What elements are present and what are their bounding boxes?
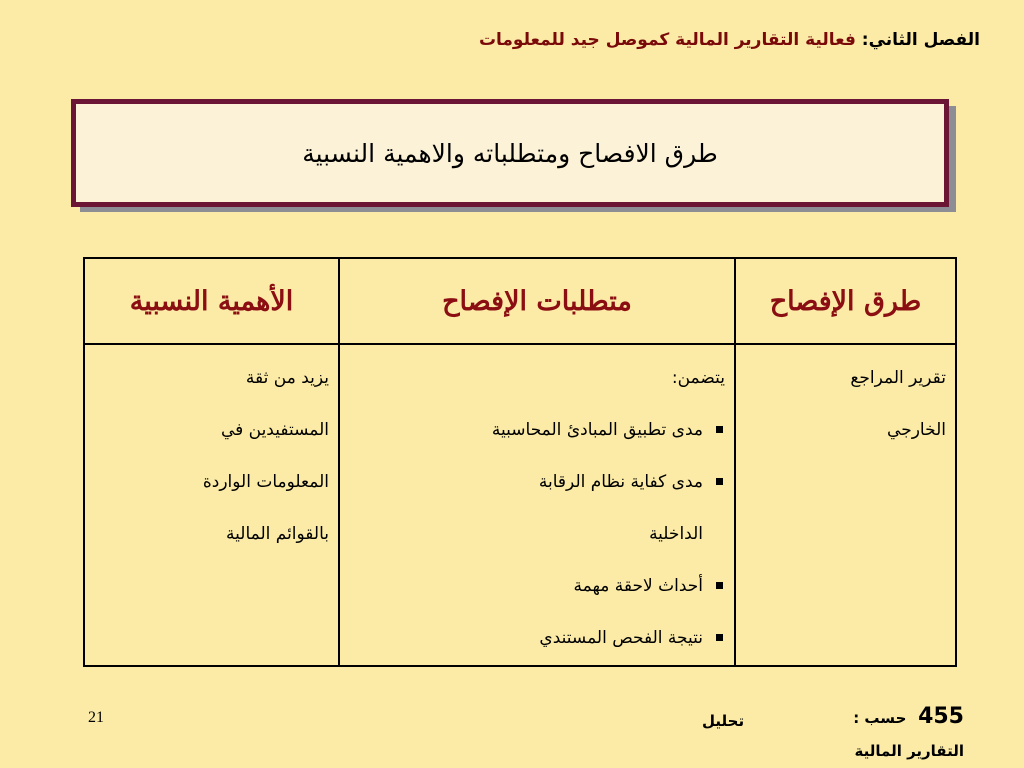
requirements-cell <box>339 344 735 666</box>
course-word: تحليل <box>702 712 745 730</box>
bullet-icon <box>716 426 723 433</box>
bullet-icon <box>716 634 723 641</box>
course-number: 455 <box>918 704 964 729</box>
importance-cell <box>84 344 339 666</box>
requirement-text: مدى تطبيق المبادئ المحاسبية <box>491 420 703 440</box>
course-label: حسب : <box>853 709 907 727</box>
importance-line: بالقوائم المالية <box>226 524 329 544</box>
method-line: تقرير المراجع <box>850 368 946 388</box>
course-name: التقارير المالية <box>854 742 964 760</box>
disclosure-table <box>83 257 957 667</box>
slide-title: طرق الافصاح ومتطلباته والاهمية النسبية <box>302 138 718 168</box>
chapter-title: فعالية التقارير المالية كموصل جيد للمعلومات <box>478 30 856 50</box>
method-line: الخارجي <box>887 420 946 440</box>
course-footer <box>853 704 964 729</box>
table-row <box>84 344 956 666</box>
list-item-continuation <box>349 508 725 560</box>
bullet-icon <box>716 478 723 485</box>
requirement-text: أحداث لاحقة مهمة <box>573 576 703 596</box>
list-item <box>349 456 725 508</box>
header-importance: الأهمية النسبية <box>84 258 339 344</box>
requirement-text: نتيجة الفحص المستندي <box>539 628 703 648</box>
bullet-icon <box>716 582 723 589</box>
list-item <box>349 404 725 456</box>
chapter-header <box>40 30 980 50</box>
table-header-row <box>84 258 956 344</box>
methods-cell <box>735 344 956 666</box>
header-methods: طرق الإفصاح <box>735 258 956 344</box>
importance-line: يزيد من ثقة <box>245 368 329 388</box>
requirements-intro: يتضمن: <box>671 368 725 388</box>
page-number: 21 <box>88 709 104 726</box>
requirement-text: مدى كفاية نظام الرقابة <box>538 472 703 492</box>
title-box <box>71 99 949 207</box>
importance-line: المعلومات الواردة <box>202 472 329 492</box>
requirement-continuation: الداخلية <box>649 524 703 544</box>
chapter-prefix: الفصل الثاني: <box>861 30 980 50</box>
list-item <box>349 612 725 664</box>
importance-line: المستفيدين في <box>220 420 329 440</box>
header-requirements: متطلبات الإفصاح <box>339 258 735 344</box>
requirements-list <box>349 404 725 664</box>
list-item <box>349 560 725 612</box>
